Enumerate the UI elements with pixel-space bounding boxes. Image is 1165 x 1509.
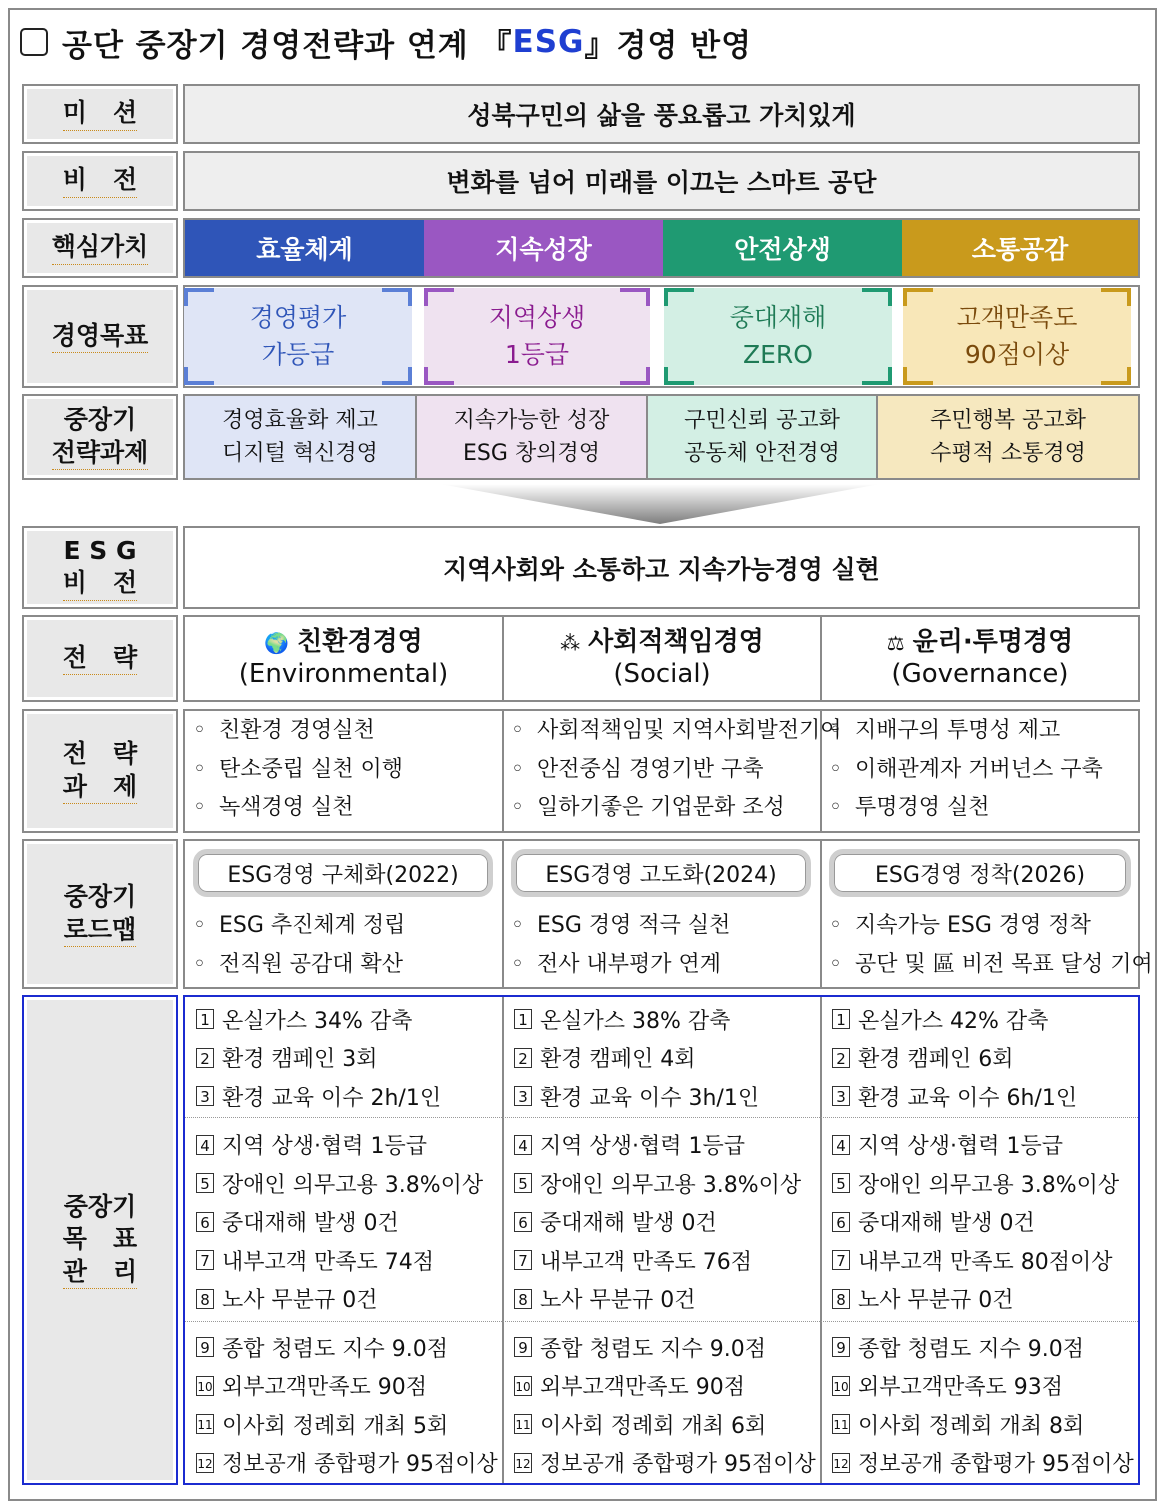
- target-number-badge: 10: [832, 1376, 850, 1396]
- target-number-badge: 2: [514, 1048, 532, 1068]
- target-item: [832, 1164, 1134, 1203]
- target-text: 노사 무분규 0건: [540, 1288, 696, 1314]
- target-text: 중대재해 발생 0건: [858, 1211, 1035, 1237]
- label-strategy: 전 략: [22, 615, 178, 702]
- target-text: 종합 청렴도 지수 9.0점: [222, 1336, 448, 1362]
- target-number-badge: 2: [196, 1048, 214, 1068]
- title-prefix: 공단 중장기 경영전략과 연계 『: [62, 27, 513, 64]
- target-item: [832, 1405, 1134, 1444]
- target-item: [514, 1164, 816, 1203]
- target-number-badge: 6: [196, 1212, 214, 1232]
- label-mission: 미 션: [22, 84, 178, 144]
- task-4: 주민행복 공고화 수평적 소통경영: [878, 396, 1138, 478]
- goal-management-eval: 경영평가 가등급: [184, 288, 412, 385]
- target-item: [832, 1367, 1134, 1406]
- target-text: 내부고객 만족도 80점이상: [858, 1249, 1113, 1275]
- target-item: [196, 1280, 498, 1319]
- target-number-badge: 10: [196, 1376, 214, 1396]
- target-text: 노사 무분규 0건: [858, 1288, 1014, 1314]
- target-number-badge: 12: [514, 1453, 532, 1473]
- label-goals: 경영목표: [22, 285, 178, 388]
- target-text: 노사 무분규 0건: [222, 1288, 378, 1314]
- target-number-badge: 1: [832, 1009, 850, 1029]
- page-title: [20, 18, 752, 66]
- core-value-communication: 소통공감: [902, 220, 1138, 276]
- target-text: 정보공개 종합평가 95점이상: [222, 1452, 498, 1478]
- target-item: [196, 1126, 498, 1165]
- target-number-badge: 9: [196, 1337, 214, 1357]
- target-number-badge: 2: [832, 1048, 850, 1068]
- globe-icon: 🌍: [264, 630, 290, 655]
- target-text: 중대재해 발생 0건: [222, 1211, 399, 1237]
- target-item: [196, 1367, 498, 1406]
- target-text: 이사회 정례회 개최 8회: [858, 1413, 1085, 1439]
- target-number-badge: 8: [514, 1289, 532, 1309]
- target-item: [832, 1203, 1134, 1242]
- target-item: [196, 1444, 498, 1483]
- target-item: [832, 1328, 1134, 1367]
- target-text: 정보공개 종합평가 95점이상: [540, 1452, 816, 1478]
- target-number-badge: 12: [832, 1453, 850, 1473]
- label-vision: 비 전: [22, 151, 178, 211]
- target-text: 환경 교육 이수 6h/1인: [858, 1085, 1078, 1111]
- target-number-badge: 4: [196, 1135, 214, 1155]
- target-text: 외부고객만족도 90점: [222, 1375, 428, 1401]
- target-number-badge: 6: [832, 1212, 850, 1232]
- label-core-values: 핵심가치: [22, 218, 178, 278]
- strategy-governance: ⚖ 윤리·투명경영 (Governance): [886, 626, 1074, 689]
- core-values-bar: [183, 218, 1140, 278]
- target-item: [196, 1241, 498, 1280]
- target-text: 내부고객 만족도 76점: [540, 1249, 752, 1275]
- target-item: [832, 1126, 1134, 1165]
- target-text: 외부고객만족도 93점: [858, 1375, 1064, 1401]
- strategy-environmental: 🌍 친환경경영 (Environmental): [238, 626, 449, 689]
- target-item: [196, 1164, 498, 1203]
- esg-vision-text: 지역사회와 소통하고 지속가능경영 실현: [183, 526, 1140, 609]
- target-text: 정보공개 종합평가 95점이상: [858, 1452, 1134, 1478]
- vision-text: 변화를 넘어 미래를 이끄는 스마트 공단: [183, 151, 1140, 211]
- strategy-tasks-social: ◦ 사회적책임및 지역사회발전기여 ◦ 안전중심 경영기반 구축 ◦ 일하기좋은 기업문화 조성: [505, 712, 842, 828]
- target-number-badge: 4: [514, 1135, 532, 1155]
- target-number-badge: 12: [196, 1453, 214, 1473]
- target-number-badge: 1: [514, 1009, 532, 1029]
- target-number-badge: 5: [196, 1173, 214, 1193]
- target-text: 온실가스 38% 감축: [540, 1008, 731, 1034]
- target-number-badge: 11: [196, 1414, 214, 1434]
- target-number-badge: 11: [832, 1414, 850, 1434]
- label-strategy-tasks: 전 략 과 제: [22, 709, 178, 833]
- target-number-badge: 9: [514, 1337, 532, 1357]
- target-text: 종합 청렴도 지수 9.0점: [858, 1336, 1084, 1362]
- target-number-badge: 7: [832, 1250, 850, 1270]
- core-value-efficiency: 효율체계: [185, 220, 424, 276]
- target-number-badge: 1: [196, 1009, 214, 1029]
- title-suffix: 』경영 반영: [584, 27, 753, 64]
- targets-col-2024: [514, 1000, 816, 1482]
- task-1: 경영효율화 제고 디지털 혁신경영: [185, 396, 415, 478]
- target-number-badge: 9: [832, 1337, 850, 1357]
- label-esg-vision: E S G 비 전: [22, 526, 178, 609]
- target-item: [196, 1077, 498, 1116]
- target-item: [514, 1444, 816, 1483]
- target-number-badge: 6: [514, 1212, 532, 1232]
- target-text: 장애인 의무고용 3.8%이상: [858, 1172, 1120, 1198]
- strategy-social: ⁂ 사회적책임경영 (Social): [560, 626, 764, 689]
- target-item: [832, 1241, 1134, 1280]
- target-number-badge: 10: [514, 1376, 532, 1396]
- target-text: 종합 청렴도 지수 9.0점: [540, 1336, 766, 1362]
- target-number-badge: 3: [514, 1086, 532, 1106]
- target-number-badge: 7: [196, 1250, 214, 1270]
- target-item: [514, 1039, 816, 1078]
- target-text: 장애인 의무고용 3.8%이상: [222, 1172, 484, 1198]
- target-item: [514, 1367, 816, 1406]
- target-item: [196, 1039, 498, 1078]
- target-text: 이사회 정례회 개최 5회: [222, 1413, 449, 1439]
- scale-icon: ⚖: [886, 630, 905, 655]
- target-item: [514, 1405, 816, 1444]
- task-3: 구민신뢰 공고화 공동체 안전경영: [648, 396, 876, 478]
- label-roadmap: 중장기 로드맵: [22, 839, 178, 989]
- target-item: [832, 1280, 1134, 1319]
- target-item: [514, 1280, 816, 1319]
- target-text: 환경 교육 이수 2h/1인: [222, 1085, 442, 1111]
- target-item: [832, 1444, 1134, 1483]
- roadmap-2026-pill: ESG경영 정착(2026): [829, 849, 1131, 897]
- target-number-badge: 5: [832, 1173, 850, 1193]
- target-number-badge: 4: [832, 1135, 850, 1155]
- targets-col-2022: [196, 1000, 498, 1482]
- goal-local-coexistence: 지역상생 1등급: [424, 288, 650, 385]
- roadmap-2022-pill: ESG경영 구체화(2022): [193, 849, 493, 897]
- goal-customer-satisfaction: 고객만족도 90점이상: [903, 288, 1131, 385]
- targets-col-2026: [832, 1000, 1134, 1482]
- target-item: [514, 1000, 816, 1039]
- title-esg: ESG: [512, 24, 585, 60]
- target-number-badge: 7: [514, 1250, 532, 1270]
- target-text: 환경 캠페인 4회: [540, 1047, 696, 1073]
- strategy-tasks-gov: ◦ 지배구의 투명성 제고 ◦ 이해관계자 거버넌스 구축 ◦ 투명경영 실천: [823, 712, 1103, 828]
- target-item: [514, 1203, 816, 1242]
- target-text: 온실가스 34% 감축: [222, 1008, 413, 1034]
- target-item: [832, 1077, 1134, 1116]
- down-arrow-icon: [440, 482, 880, 526]
- goal-zero-accident: 중대재해 ZERO: [664, 288, 892, 385]
- target-item: [196, 1000, 498, 1039]
- target-item: [196, 1405, 498, 1444]
- target-text: 지역 상생·협력 1등급: [540, 1134, 745, 1160]
- roadmap-items-2024: ◦ ESG 경영 적극 실천 ◦ 전사 내부평가 연계: [505, 907, 730, 984]
- mission-text: 성북구민의 삶을 풍요롭고 가치있게: [183, 84, 1140, 144]
- target-text: 지역 상생·협력 1등급: [222, 1134, 427, 1160]
- target-number-badge: 8: [832, 1289, 850, 1309]
- target-item: [514, 1077, 816, 1116]
- roadmap-2024-pill: ESG경영 고도화(2024): [511, 849, 811, 897]
- label-tasks: 중장기 전략과제: [22, 394, 178, 480]
- checkbox-icon: [20, 28, 48, 56]
- target-number-badge: 8: [196, 1289, 214, 1309]
- target-number-badge: 5: [514, 1173, 532, 1193]
- target-number-badge: 11: [514, 1414, 532, 1434]
- roadmap-items-2026: ◦ 지속가능 ESG 경영 정착 ◦ 공단 및 區 비전 목표 달성 기여: [823, 907, 1153, 984]
- target-item: [196, 1203, 498, 1242]
- target-text: 외부고객만족도 90점: [540, 1375, 746, 1401]
- target-text: 환경 캠페인 3회: [222, 1047, 378, 1073]
- target-item: [832, 1039, 1134, 1078]
- target-text: 환경 캠페인 6회: [858, 1047, 1014, 1073]
- target-number-badge: 3: [832, 1086, 850, 1106]
- target-text: 내부고객 만족도 74점: [222, 1249, 434, 1275]
- target-text: 환경 교육 이수 3h/1인: [540, 1085, 760, 1111]
- target-item: [514, 1126, 816, 1165]
- core-value-safety: 안전상생: [663, 220, 902, 276]
- target-item: [514, 1241, 816, 1280]
- target-item: [196, 1328, 498, 1367]
- target-text: 온실가스 42% 감축: [858, 1008, 1049, 1034]
- network-icon: ⁂: [560, 630, 581, 655]
- roadmap-items-2022: ◦ ESG 추진체계 정립 ◦ 전직원 공감대 확산: [187, 907, 405, 984]
- target-number-badge: 3: [196, 1086, 214, 1106]
- target-text: 중대재해 발생 0건: [540, 1211, 717, 1237]
- target-text: 장애인 의무고용 3.8%이상: [540, 1172, 802, 1198]
- target-text: 이사회 정례회 개최 6회: [540, 1413, 767, 1439]
- task-2: 지속가능한 성장 ESG 창의경영: [417, 396, 646, 478]
- strategy-tasks-env: ◦ 친환경 경영실천 ◦ 탄소중립 실천 이행 ◦ 녹색경영 실천: [187, 712, 403, 828]
- target-item: [514, 1328, 816, 1367]
- target-item: [832, 1000, 1134, 1039]
- target-text: 지역 상생·협력 1등급: [858, 1134, 1063, 1160]
- label-targets: 중장기 목 표 관 리: [22, 995, 178, 1485]
- core-value-growth: 지속성장: [424, 220, 663, 276]
